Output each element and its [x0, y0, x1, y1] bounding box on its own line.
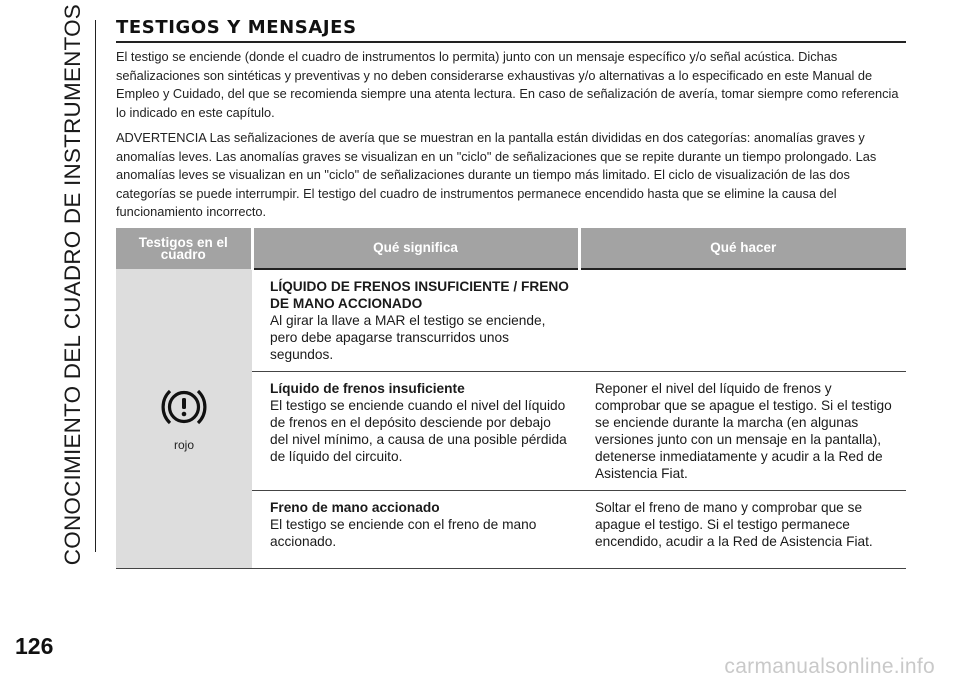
meaning-cell	[252, 372, 579, 491]
watermark: carmanualsonline.info	[724, 655, 935, 678]
meaning-text: Al girar la llave a MAR el testigo se enciende, pero debe apagarse transcurridos unos segundos.	[270, 313, 546, 362]
chapter-sidebar	[48, 4, 98, 566]
action-cell: Soltar el freno de mano y comprobar que se apague el testigo. Si el testigo permanece encendido, acudir a la Red de Asistencia Fiat.	[579, 491, 906, 569]
page-number: 126	[15, 633, 54, 659]
row-title: Líquido de frenos insuficiente	[270, 381, 465, 396]
header-warning-lights: Testigos en el cuadro	[116, 228, 252, 269]
warning-paragraph: ADVERTENCIA Las señalizaciones de avería que se muestran en la pantalla están divididas en dos categorías: anomalías graves y anomalías leves. Las anomalías graves se visualizan en un "ciclo" de señalizaciones que se repite durante un tiempo prolongado. Las anomalías leves se visualizan en un "ciclo" de señalizaciones durante un tiempo más limitado. El ciclo de visualización de las dos categorías se puede interrumpir. El testigo del cuadro de instrumentos permanece encendido hasta que se elimine la causa del funcionamiento incorrecto.	[116, 130, 877, 219]
table-header-row	[116, 228, 906, 269]
row-title: LÍQUIDO DE FRENOS INSUFICIENTE / FRENO DE MANO ACCIONADO	[270, 279, 569, 311]
chapter-title: CONOCIMIENTO DEL CUADRO DE INSTRUMENTOS	[60, 4, 85, 566]
intro-paragraph: El testigo se enciende (donde el cuadro de instrumentos lo permita) junto con un mensaje específico y/o señal acústica. Dichas señalizaciones son sintéticas y preventivas y no deben considerarse exhaustivas y/o alternativas a lo especificado en este Manual de Empleo y Cuidado, del que se recomienda siempre una atenta lectura. En caso de señalización de avería, tomar siempre como referencia lo indicado en este capítulo.	[116, 49, 899, 120]
warning-light-cell	[116, 269, 252, 569]
section-title: TESTIGOS Y MENSAJES	[116, 17, 906, 43]
row-title: Freno de mano accionado	[270, 500, 440, 515]
meaning-cell	[252, 491, 579, 569]
sidebar-divider	[95, 20, 96, 552]
brake-warning-icon	[159, 416, 209, 433]
section-content	[116, 17, 906, 222]
header-meaning: Qué significa	[252, 228, 579, 269]
action-cell: Reponer el nivel del líquido de frenos y comprobar que se apague el testigo. Si el testigo se enciende durante la marcha (en algunas versiones junto con un mensaje en la pantalla), detenerse inmediatamente y acudir a la Red de Asistencia Fiat.	[579, 372, 906, 491]
action-cell	[579, 269, 906, 372]
table-row	[116, 269, 906, 372]
meaning-text: El testigo se enciende con el freno de mano accionado.	[270, 517, 537, 549]
warning-lights-table	[116, 228, 906, 569]
meaning-text: El testigo se enciende cuando el nivel del líquido de frenos en el depósito desciende por debajo del nivel mínimo, a causa de una posible pérdida de líquido del circuito.	[270, 398, 567, 464]
meaning-cell	[252, 269, 579, 372]
icon-color-label: rojo	[173, 438, 194, 452]
header-action: Qué hacer	[579, 228, 906, 269]
